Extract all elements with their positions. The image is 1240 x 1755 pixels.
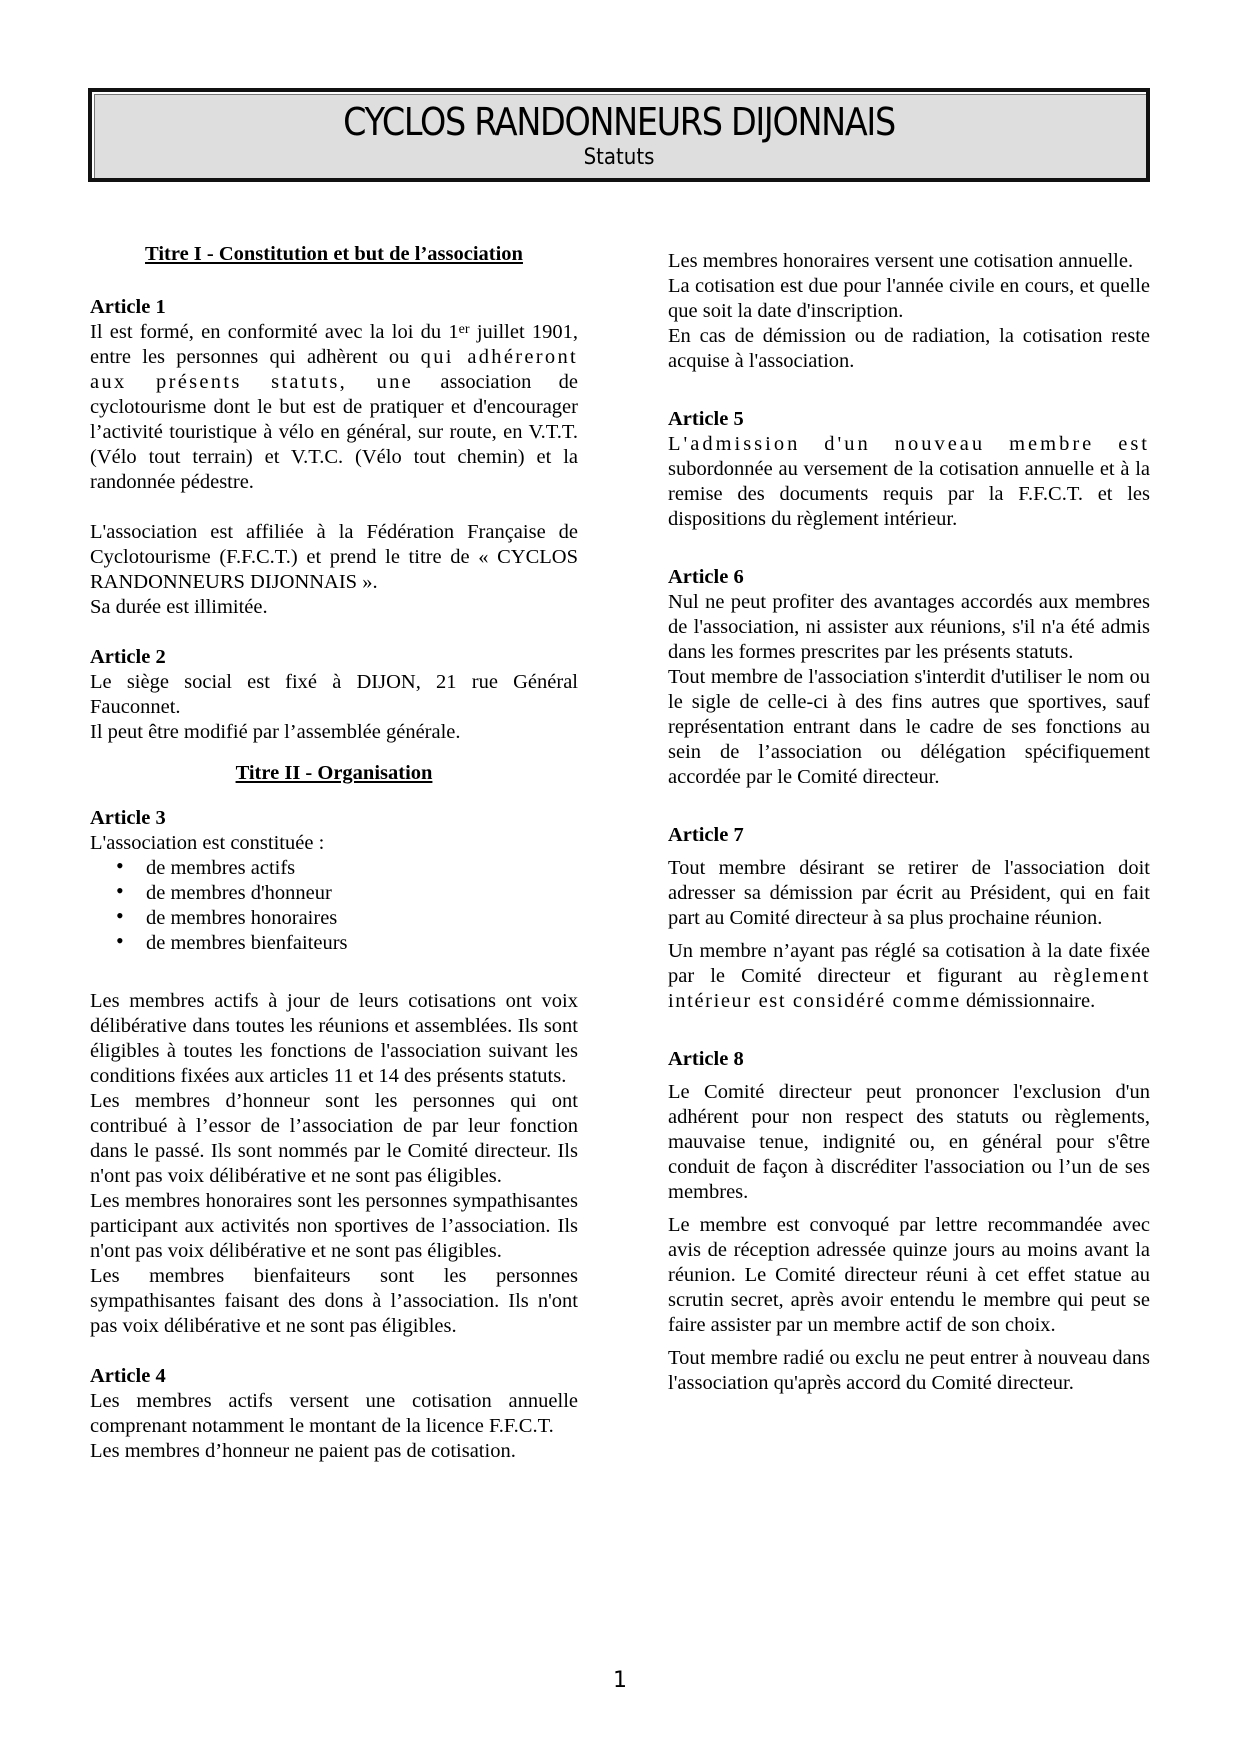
article-1-text-start: Il est formé, en conformité avec la loi du 1 — [90, 321, 459, 343]
article-1-heading: Article 1 — [90, 296, 166, 318]
article-3-intro: L'association est constituée : — [90, 832, 325, 854]
list-item — [116, 853, 578, 881]
list-item — [116, 928, 578, 956]
article-4-cont-paragraph-2: La cotisation est due pour l'année civile en cours, et quelle que soit la date d'inscription. — [668, 275, 1150, 322]
article-1-paragraph-3: Sa durée est illimitée. — [90, 596, 268, 618]
article-4-heading: Article 4 — [90, 1365, 166, 1387]
document-header-box — [88, 88, 1150, 182]
list-item-text: de membres bienfaiteurs — [146, 932, 348, 954]
section-title-titre-2: Titre II - Organisation — [235, 762, 433, 784]
article-5-heading: Article 5 — [668, 408, 744, 430]
bullet-icon: • — [116, 853, 124, 878]
article-2-heading: Article 2 — [90, 646, 166, 668]
list-item — [116, 878, 578, 906]
article-1-paragraph-2: L'association est affiliée à la Fédération Française de Cyclotourisme (F.F.C.T.) et prend le titre de « CYCLOS RANDONNEURS DIJONNAIS ». — [90, 521, 578, 593]
article-3-membres-actifs: Les membres actifs à jour de leurs cotisations ont voix délibérative dans toutes les réunions et assemblées. Ils sont éligibles à toutes les fonctions de l'association suivant les conditions fixées aux articles 11 et 14 des présents statuts. — [90, 990, 578, 1087]
document-title: CYCLOS RANDONNEURS DIJONNAIS — [343, 100, 895, 144]
article-8-paragraph-3: Tout membre radié ou exclu ne peut entrer à nouveau dans l'association qu'après accord du Comité directeur. — [668, 1347, 1150, 1394]
article-7-lines-1-2: Un membre n’ayant pas réglé sa cotisation à la date fixée par le Comité directeur et figurant au — [668, 940, 1150, 987]
article-8-paragraph-2: Le membre est convoqué par lettre recommandée avec avis de réception adressée quinze jours au moins avant la réunion. Le Comité directeur réuni à cet effet statue au scrutin secret, après avoir entendu le membre qui peut se faire assister par un membre actif de son choix. — [668, 1214, 1150, 1336]
ordinal-superscript: er — [458, 322, 470, 337]
article-7-line-4: démissionnaire. — [966, 990, 1096, 1012]
article-4-paragraph-2: Les membres d’honneur ne paient pas de cotisation. — [90, 1440, 516, 1462]
document-subtitle: Statuts — [583, 145, 655, 170]
left-column — [90, 242, 578, 1464]
article-8-heading: Article 8 — [668, 1048, 744, 1070]
bullet-icon: • — [116, 903, 124, 928]
bullet-icon: • — [116, 928, 124, 953]
article-3-heading: Article 3 — [90, 807, 166, 829]
section-title-titre-1: Titre I - Constitution et but de l’association — [145, 243, 523, 265]
article-5-line-1: L'admission d'un nouveau membre est — [668, 433, 1150, 455]
article-4-cont-paragraph-1: Les membres honoraires versent une cotisation annuelle. — [668, 250, 1134, 272]
article-3-membres-honneur: Les membres d’honneur sont les personnes qui ont contribué à l’essor de l’association de par leur fonction dans le passé. Ils sont nommés par le Comité directeur. Ils n'ont pas voix délibérative et ne sont pas éligibles. — [90, 1090, 578, 1187]
article-1-paragraph-1 — [90, 320, 578, 495]
article-4-paragraph-1: Les membres actifs versent une cotisation annuelle comprenant notamment le montant de la licence F.F.C.T. — [90, 1390, 578, 1437]
article-7-paragraph-2 — [668, 939, 1150, 1014]
list-item-text: de membres honoraires — [146, 907, 338, 929]
article-8-paragraph-1: Le Comité directeur peut prononcer l'exclusion d'un adhérent pour non respect des statuts ou règlements, mauvaise tenue, indignité ou, en général pour s'être conduit de façon à discréditer l'association ou l’un de ses membres. — [668, 1081, 1150, 1203]
article-6-heading: Article 6 — [668, 566, 744, 588]
list-item — [116, 903, 578, 931]
list-item-text: de membres actifs — [146, 857, 296, 879]
list-item-text: de membres d'honneur — [146, 882, 332, 904]
article-3-membres-bienfaiteurs: Les membres bienfaiteurs sont les personnes sympathisantes faisant des dons à l’association. Ils n'ont pas voix délibérative et ne sont pas éligibles. — [90, 1265, 578, 1337]
page-number: 1 — [613, 1668, 627, 1693]
bullet-icon: • — [116, 878, 124, 903]
member-types-list — [90, 853, 578, 956]
article-5-text-rest: subordonnée au versement de la cotisation annuelle et à la remise des documents requis par la F.F.C.T. et les dispositions du règlement intérieur. — [668, 458, 1150, 530]
article-7-line-3: règlement intérieur est considéré comme — [668, 965, 1150, 1012]
article-4-cont-paragraph-3: En cas de démission ou de radiation, la cotisation reste acquise à l'association. — [668, 325, 1150, 372]
article-5-paragraph-1 — [668, 432, 1150, 532]
article-6-paragraph-1: Nul ne peut profiter des avantages accordés aux membres de l'association, ni assister aux réunions, s'il n'a été admis dans les formes prescrites par les présents statuts. — [668, 591, 1150, 663]
article-7-heading: Article 7 — [668, 824, 744, 846]
right-column — [668, 249, 1150, 1396]
article-1-text-rest: association de cyclotourisme dont le but est de pratiquer et d'encourager l’activité touristique à vélo en général, sur route, en V.T.T. (Vélo tout terrain) et V.T.C. (Vélo tout chemin) et la randonnée pédestre. — [90, 371, 578, 493]
article-1-line-2: juillet 1901, entre les personnes qui adhèrent ou — [90, 321, 579, 368]
article-2-paragraph-1: Le siège social est fixé à DIJON, 21 rue Général Fauconnet. — [90, 671, 578, 718]
article-6-paragraph-2: Tout membre de l'association s'interdit d'utiliser le nom ou le sigle de celle-ci à des fins autres que sportives, sauf représentation entrant dans le cadre de ses fonctions au sein de l’association ou délégation spécifiquement accordée par le Comité directeur. — [668, 666, 1150, 788]
article-7-paragraph-1: Tout membre désirant se retirer de l'association doit adresser sa démission par écrit au Président, qui en fait part au Comité directeur à sa plus prochaine réunion. — [668, 857, 1150, 929]
article-3-membres-honoraires: Les membres honoraires sont les personnes sympathisantes participant aux activités non sportives de l’association. Ils n'ont pas voix délibérative et ne sont pas éligibles. — [90, 1190, 578, 1262]
article-2-paragraph-2: Il peut être modifié par l’assemblée générale. — [90, 721, 461, 743]
article-1-line-3: qui adhéreront aux présents statuts, une — [90, 346, 578, 393]
